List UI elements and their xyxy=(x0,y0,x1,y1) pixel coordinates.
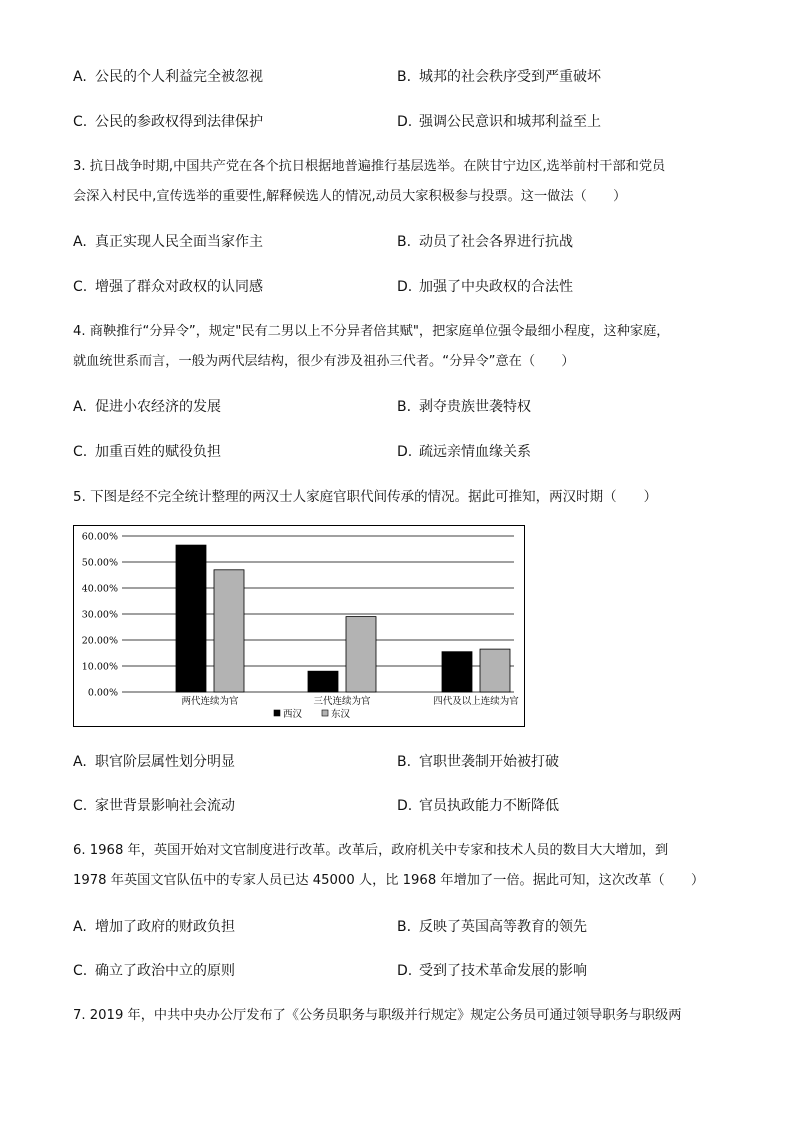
q2-option-a: A. 公民的个人利益完全被忽视 xyxy=(73,69,263,85)
q3-stem-line-1: 3. 抗日战争时期,中国共产党在各个抗日根据地普遍推行基层选举。在陕甘宁边区,选举前村干部和党员 xyxy=(73,159,666,174)
legend-label: 东汉 xyxy=(331,709,351,720)
bar-donghan xyxy=(480,649,510,692)
y-tick-label: 60.00% xyxy=(81,531,118,543)
q4-stem-line-2: 就血统世系而言，一般为两代层结构，很少有涉及祖孙三代者。“分异令”意在（ ） xyxy=(73,354,575,369)
q5-option-a: A. 职官阶层属性划分明显 xyxy=(73,754,235,770)
q5-option-c: C. 家世背景影响社会流动 xyxy=(73,798,235,814)
legend-label: 西汉 xyxy=(283,709,303,720)
legend-swatch xyxy=(274,710,280,716)
q3-option-d: D. 加强了中央政权的合法性 xyxy=(397,279,573,295)
bar-donghan xyxy=(346,617,376,692)
q4-option-a: A. 促进小农经济的发展 xyxy=(73,399,221,415)
q3-stem-line-2: 会深入村民中,宣传选举的重要性,解释候选人的情况,动员大家积极参与投票。这一做法（ ） xyxy=(73,189,627,204)
q4-option-d: D. 疏远亲情血缘关系 xyxy=(397,444,531,460)
x-tick-label: 四代及以上连续为官 xyxy=(433,696,519,707)
q6-stem-line-1: 6. 1968 年，英国开始对文官制度进行改革。改革后，政府机关中专家和技术人员的数目大大增加，到 xyxy=(73,843,669,858)
y-tick-label: 10.00% xyxy=(81,661,118,673)
q6-option-c: C. 确立了政治中立的原则 xyxy=(73,963,235,979)
q6-option-d: D. 受到了技术革命发展的影响 xyxy=(397,963,587,979)
bar-xihan xyxy=(176,545,206,692)
y-tick-label: 30.00% xyxy=(81,609,118,621)
q2-option-b: B. 城邦的社会秩序受到严重破坏 xyxy=(397,69,601,85)
q5-option-d: D. 官员执政能力不断降低 xyxy=(397,798,559,814)
q3-option-b: B. 动员了社会各界进行抗战 xyxy=(397,234,573,250)
q6-option-b: B. 反映了英国高等教育的领先 xyxy=(397,919,587,935)
q4-option-b: B. 剥夺贵族世袭特权 xyxy=(397,399,531,415)
q5-stem-line-1: 5. 下图是经不完全统计整理的两汉士人家庭官职代间传承的情况。据此可推知，两汉时期（ ） xyxy=(73,489,658,505)
q3-option-a: A. 真正实现人民全面当家作主 xyxy=(73,234,263,250)
legend-swatch xyxy=(322,710,328,716)
y-tick-label: 0.00% xyxy=(87,687,118,699)
q2-option-d: D. 强调公民意识和城邦利益至上 xyxy=(397,114,601,130)
q4-stem-line-1: 4. 商鞅推行“分异令”，规定"民有二男以上不分异者倍其赋"，把家庭单位强令最细小程度，这种家庭， xyxy=(73,324,670,339)
bar-xihan xyxy=(308,671,338,692)
q6-option-a: A. 增加了政府的财政负担 xyxy=(73,919,235,935)
bar-xihan xyxy=(442,652,472,692)
q6-stem-line-2: 1978 年英国文官队伍中的专家人员已达 45000 人，比 1968 年增加了一倍。据此可知，这次改革（ ） xyxy=(73,873,705,888)
q4-option-c: C. 加重百姓的赋役负担 xyxy=(73,444,221,460)
bar-donghan xyxy=(214,570,244,692)
bar-chart xyxy=(74,526,524,726)
q3-option-c: C. 增强了群众对政权的认同感 xyxy=(73,279,263,295)
y-tick-label: 40.00% xyxy=(81,583,118,595)
q2-option-c: C. 公民的参政权得到法律保护 xyxy=(73,114,263,130)
bar-chart-frame xyxy=(73,525,525,727)
x-tick-label: 两代连续为官 xyxy=(181,696,239,707)
y-tick-label: 20.00% xyxy=(81,635,118,647)
y-tick-label: 50.00% xyxy=(81,557,118,569)
q5-option-b: B. 官职世袭制开始被打破 xyxy=(397,754,559,770)
x-tick-label: 三代连续为官 xyxy=(313,696,371,707)
q7-stem-line-1: 7. 2019 年，中共中央办公厅发布了《公务员职务与职级并行规定》规定公务员可通过领导职务与职级两 xyxy=(73,1008,682,1023)
